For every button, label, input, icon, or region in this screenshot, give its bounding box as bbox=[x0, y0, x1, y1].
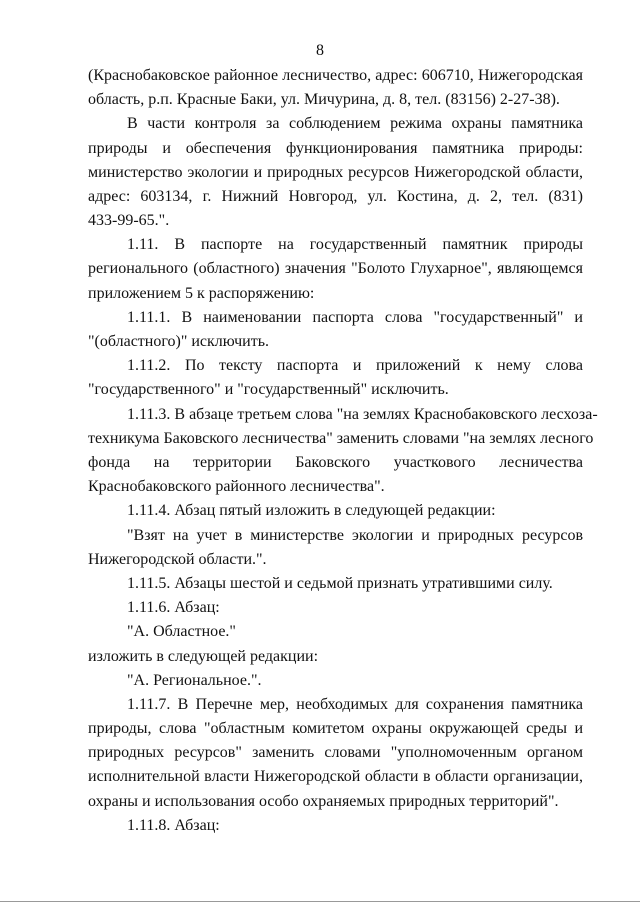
text-line: исполнительной власти Нижегородской области в области организации, bbox=[88, 768, 583, 785]
text-line: 433-99-65.". bbox=[88, 212, 170, 229]
text-line: природы, слова "областным комитетом охраны окружающей среды и bbox=[88, 720, 583, 737]
page-number: 8 bbox=[316, 42, 324, 59]
text-line: "государственного" и "государственный" исключить. bbox=[88, 381, 449, 398]
text-line: 1.11.2. По тексту паспорта и приложений к нему слова bbox=[127, 357, 583, 374]
text-line: (Краснобаковское районное лесничество, адрес: 606710, Нижегородская bbox=[88, 67, 583, 84]
text-line: 1.11.6. Абзац: bbox=[127, 599, 220, 616]
text-line: В части контроля за соблюдением режима охраны памятника bbox=[127, 115, 583, 132]
text-line: адрес: 603134, г. Нижний Новгород, ул. Костина, д. 2, тел. (831) bbox=[88, 188, 583, 205]
text-line: Нижегородской области.". bbox=[88, 551, 267, 568]
page-bottom-edge bbox=[0, 901, 640, 902]
text-line: изложить в следующей редакции: bbox=[88, 648, 319, 665]
text-line: 1.11.1. В наименовании паспорта слова "государственный" и bbox=[127, 309, 583, 326]
text-line: 1.11.8. Абзац: bbox=[127, 817, 220, 834]
text-line: "А. Областное." bbox=[127, 623, 236, 640]
text-line: 1.11. В паспорте на государственный памятник природы bbox=[127, 236, 583, 253]
text-line: 1.11.4. Абзац пятый изложить в следующей редакции: bbox=[127, 502, 496, 519]
text-line: техникума Баковского лесничества" заменить словами "на землях лесного bbox=[88, 430, 594, 447]
text-line: 1.11.5. Абзацы шестой и седьмой признать утратившими силу. bbox=[127, 575, 553, 592]
text-line: "А. Региональное.". bbox=[127, 672, 262, 689]
text-line: фонда на территории Баковского участкового лесничества bbox=[88, 454, 583, 471]
text-line: природы и обеспечения функционирования памятника природы: bbox=[88, 140, 583, 157]
text-line: приложением 5 к распоряжению: bbox=[88, 285, 315, 302]
text-line: регионального (областного) значения "Болото Глухарное", являющемся bbox=[88, 260, 583, 277]
text-line: 1.11.7. В Перечне мер, необходимых для сохранения памятника bbox=[127, 696, 583, 713]
text-line: охраны и использования особо охраняемых природных территорий". bbox=[88, 793, 559, 810]
text-line: "Взят на учет в министерстве экологии и природных ресурсов bbox=[127, 527, 583, 544]
text-line: 1.11.3. В абзаце третьем слова "на землях Краснобаковского лесхоза- bbox=[127, 406, 598, 423]
text-line: природных ресурсов" заменить словами "уполномоченным органом bbox=[88, 744, 583, 761]
text-line: "(областного)" исключить. bbox=[88, 333, 270, 350]
text-line: Краснобаковского районного лесничества". bbox=[88, 478, 385, 495]
text-line: министерство экологии и природных ресурсов Нижегородской области, bbox=[88, 164, 583, 181]
text-line: область, р.п. Красные Баки, ул. Мичурина, д. 8, тел. (83156) 2-27-38). bbox=[88, 91, 560, 108]
